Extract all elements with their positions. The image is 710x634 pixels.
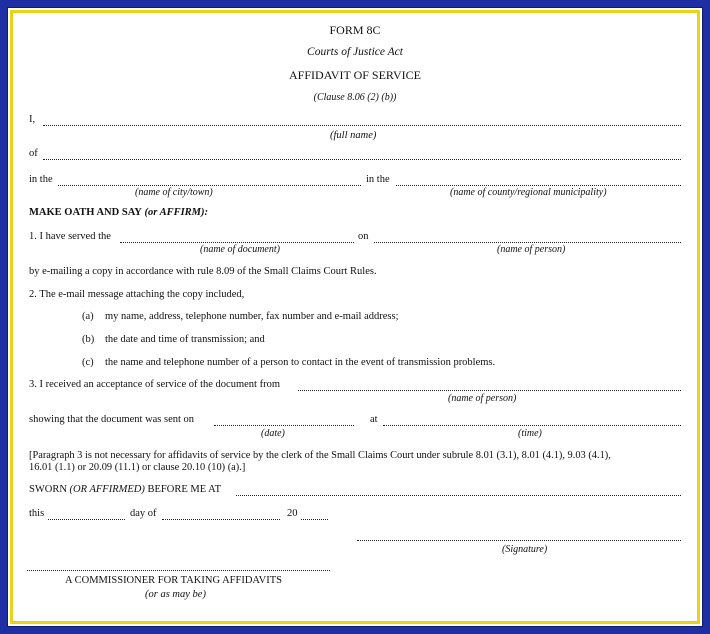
- affidavit-document: [10, 10, 700, 624]
- sent-on-label: showing that the document was sent on: [29, 414, 195, 425]
- city-field[interactable]: [58, 185, 361, 186]
- i-label: I,: [29, 114, 36, 125]
- sent-date-field[interactable]: [214, 425, 354, 426]
- city-hint: (name of city/town): [135, 187, 213, 198]
- time-hint: (time): [518, 428, 542, 439]
- document-name-field[interactable]: [120, 242, 354, 243]
- signature-hint: (Signature): [502, 544, 548, 555]
- county-hint: (name of county/regional municipality): [450, 187, 607, 198]
- year-label: 20: [287, 508, 298, 519]
- oath-heading: [29, 208, 208, 219]
- county-field[interactable]: [396, 185, 681, 186]
- oath-heading-italic: (or AFFIRM):: [144, 207, 209, 218]
- address-field[interactable]: [43, 159, 681, 160]
- sworn-location-field[interactable]: [236, 495, 681, 496]
- item-2-text: 2. The e-mail message attaching the copy included,: [29, 289, 245, 300]
- sworn-italic: (OR AFFIRMED): [69, 484, 145, 495]
- paragraph-note-line-2: 16.01 (1.1) or 20.09 (11.1) or clause 20.10 (10) (a).]: [29, 462, 246, 473]
- subitem-c-text: the name and telephone number of a person to contact in the event of transmission problems.: [105, 357, 496, 368]
- year-field[interactable]: [301, 519, 328, 520]
- in-the-label-county: in the: [366, 174, 390, 185]
- acceptance-person-field[interactable]: [298, 390, 681, 391]
- document-name-hint: (name of document): [200, 244, 280, 255]
- oath-heading-bold: MAKE OATH AND SAY: [29, 207, 142, 218]
- sent-time-field[interactable]: [383, 425, 681, 426]
- this-label: this: [29, 508, 45, 519]
- document-title: AFFIDAVIT OF SERVICE: [289, 68, 421, 82]
- commissioner-signature-field[interactable]: [27, 570, 330, 571]
- subitem-a-marker: (a): [82, 311, 94, 322]
- full-name-field[interactable]: [43, 125, 681, 126]
- clause-reference: (Clause 8.06 (2) (b)): [313, 92, 397, 103]
- subitem-b-marker: (b): [82, 334, 95, 345]
- act-name: Courts of Justice Act: [307, 46, 403, 58]
- item-1-text: 1. I have served the: [29, 231, 111, 242]
- sworn-suffix: BEFORE ME AT: [147, 484, 222, 495]
- subitem-c-marker: (c): [82, 357, 94, 368]
- item-3-text: 3. I received an acceptance of service of the document from: [29, 379, 280, 390]
- commissioner-title: A COMMISSIONER FOR TAKING AFFIDAVITS: [65, 575, 282, 586]
- email-line: by e-mailing a copy in accordance with rule 8.09 of the Small Claims Court Rules.: [29, 266, 377, 277]
- month-field[interactable]: [162, 519, 280, 520]
- commissioner-note: (or as may be): [145, 589, 206, 600]
- date-hint: (date): [261, 428, 285, 439]
- of-label: of: [29, 148, 38, 159]
- on-label: on: [358, 231, 369, 242]
- subitem-b-text: the date and time of transmission; and: [105, 334, 265, 345]
- day-of-label: day of: [130, 508, 157, 519]
- sworn-line: [29, 485, 221, 496]
- full-name-hint: (full name): [330, 130, 377, 141]
- served-person-hint: (name of person): [497, 244, 566, 255]
- in-the-label-city: in the: [29, 174, 53, 185]
- day-field[interactable]: [48, 519, 125, 520]
- form-number: FORM 8C: [329, 23, 381, 37]
- subitem-a-text: my name, address, telephone number, fax number and e-mail address;: [105, 311, 399, 322]
- sworn-prefix: SWORN: [29, 484, 67, 495]
- paragraph-note-line-1: [Paragraph 3 is not necessary for affidavits of service by the clerk of the Small Claims Court under subrule 8.01 (3.1), 8.01 (4.1), 9.03 (4.1),: [29, 450, 611, 461]
- at-label: at: [370, 414, 378, 425]
- served-person-field[interactable]: [374, 242, 681, 243]
- acceptance-person-hint: (name of person): [448, 393, 517, 404]
- signature-field[interactable]: [357, 540, 681, 541]
